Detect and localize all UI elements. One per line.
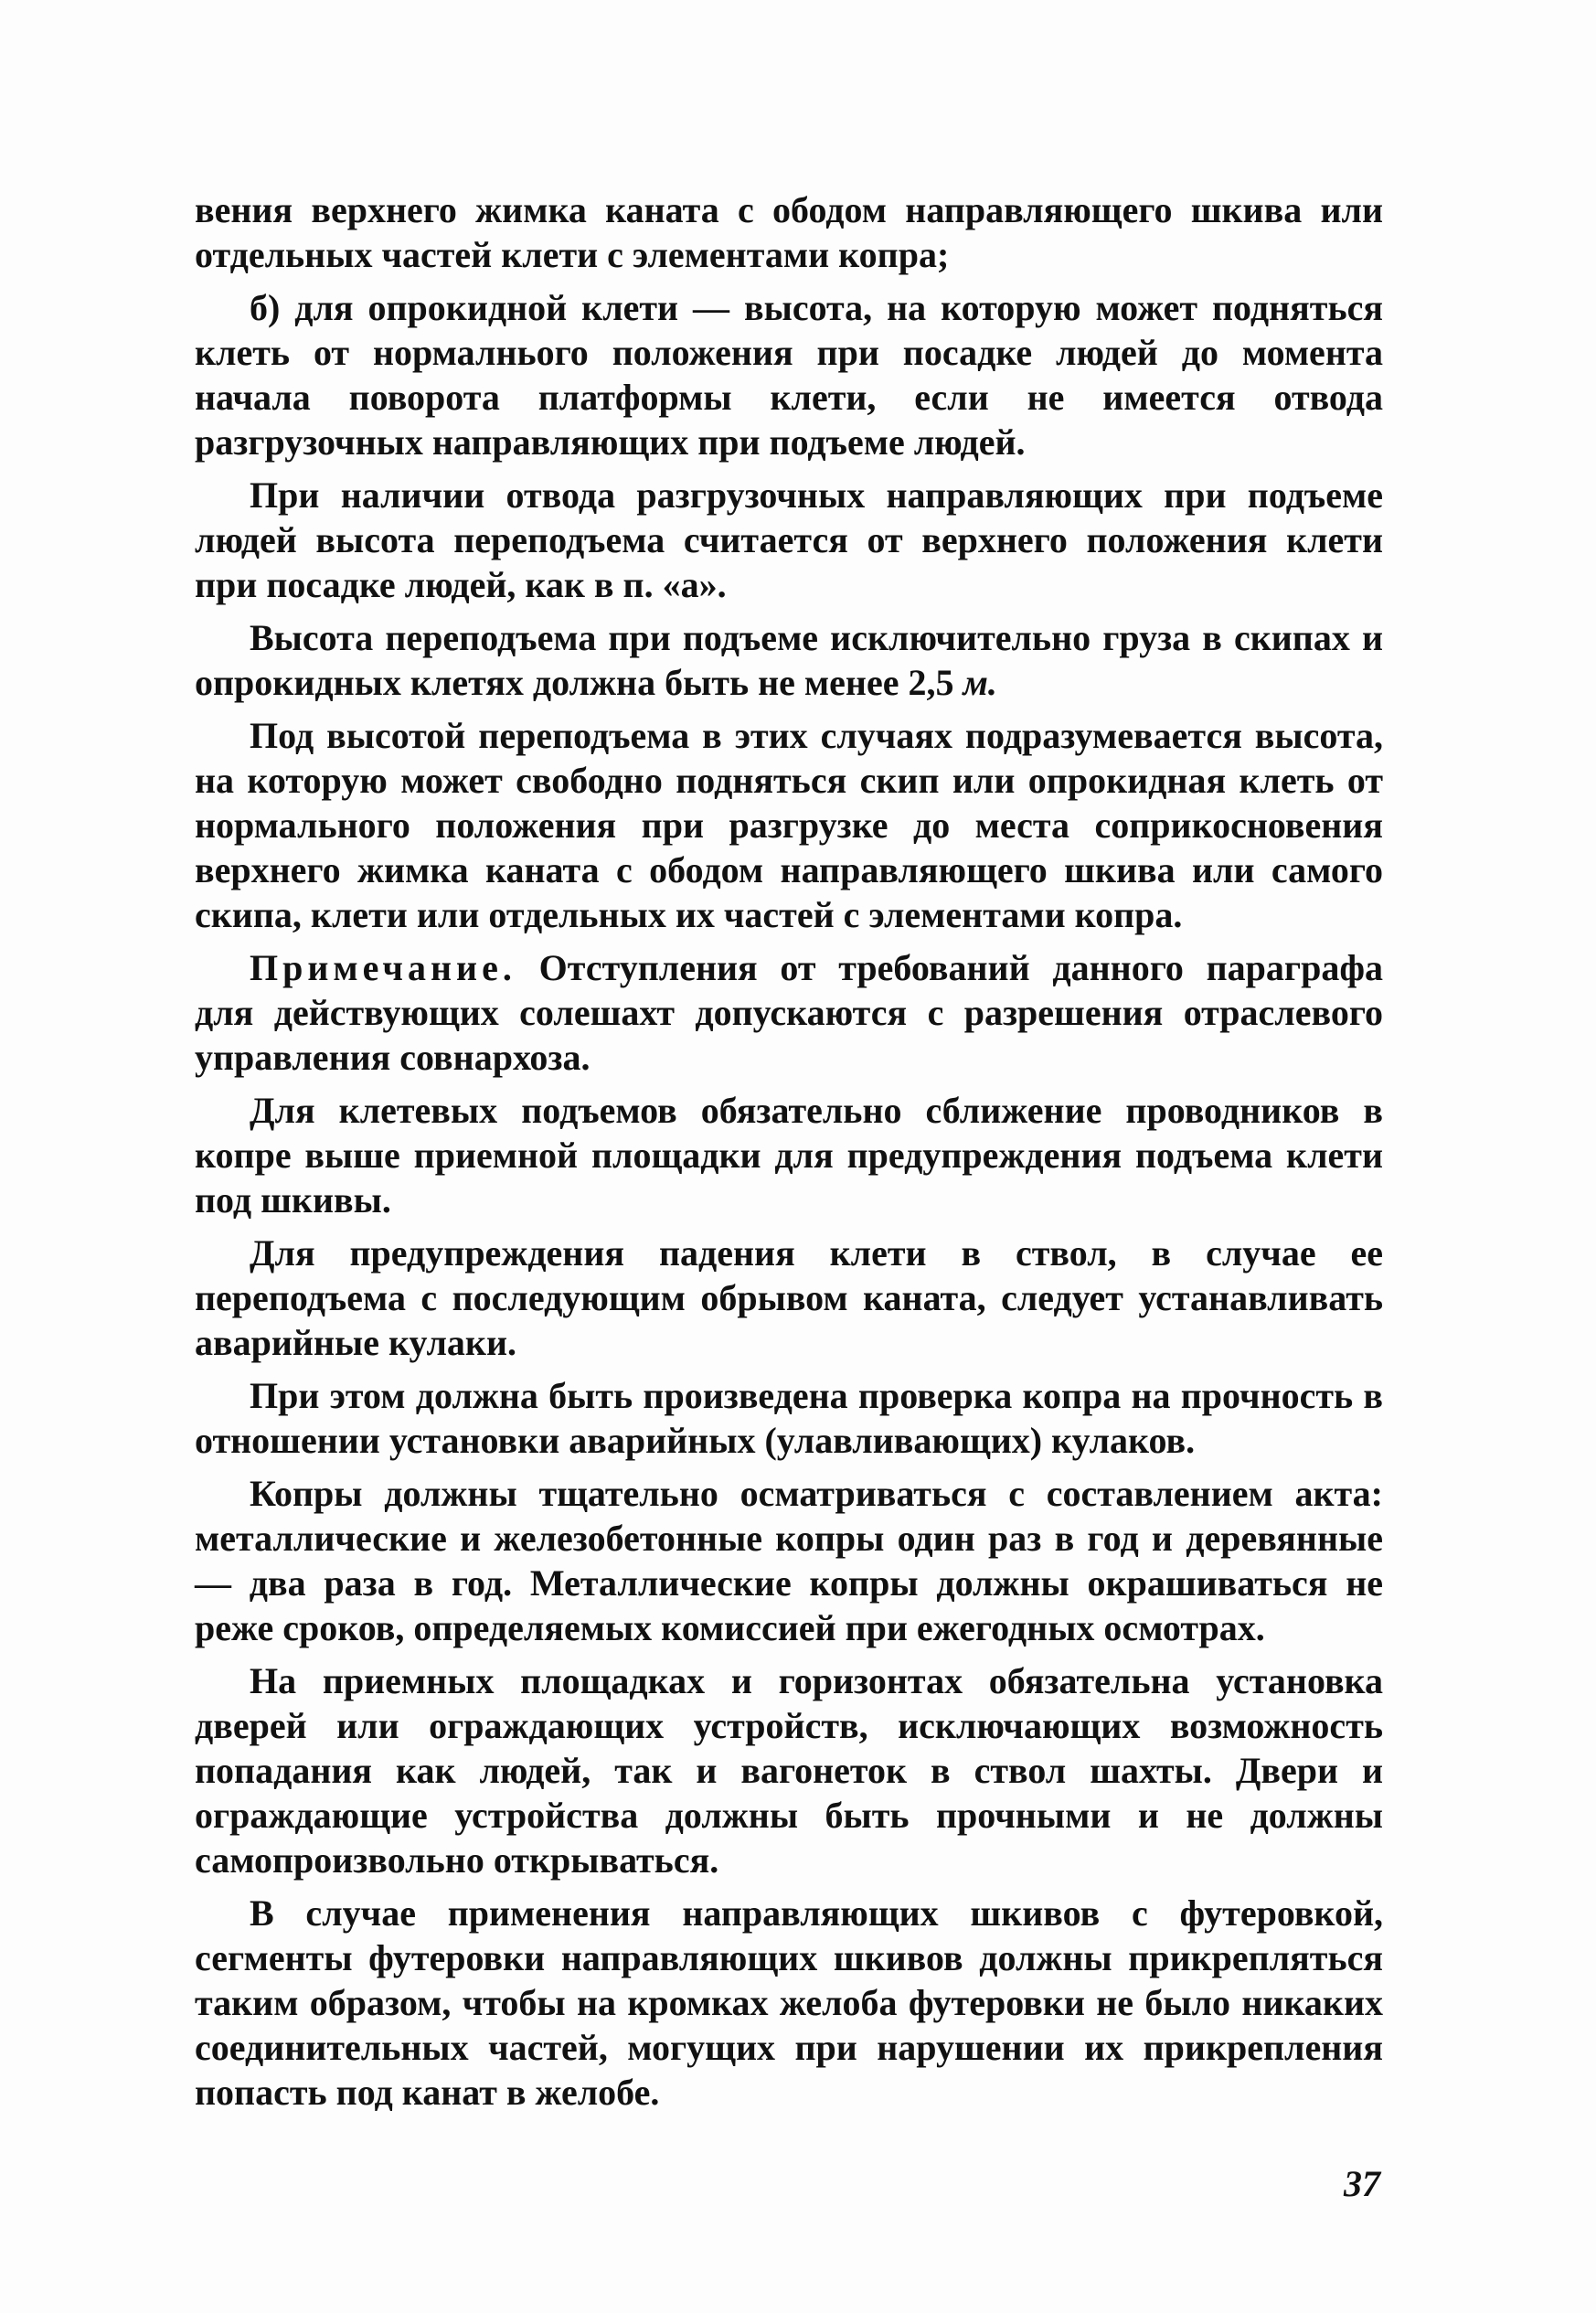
paragraph: Копры должны тщательно осматриваться с составлением акта: металлические и железобетонные копры один раз в год и деревянные — два раза в год. Металлические копры должны окрашиваться не реже сроков, определяемых комиссией при ежегодных осмотрах. [195,1473,1383,1648]
paragraph: На приемных площадках и горизонтах обязательна установка дверей или ограждающих устройств, исключающих возможность попадания как людей, так и вагонеток в ствол шахты. Двери и ограждающие устройства должны быть прочными и не должны самопроизвольно открываться. [195,1660,1383,1881]
page-number: 37 [1344,2163,1380,2204]
paragraph: Для предупреждения падения клети в ствол, в случае ее переподъема с последующим обрывом каната, следует устанавливать аварийные кулаки. [195,1232,1383,1363]
paragraph: При наличии отвода разгрузочных направляющих при подъеме людей высота переподъема считается от верхнего положения клети при посадке людей, как в п. «а». [195,474,1383,605]
body-text [195,187,1383,2123]
paragraph: В случае применения направляющих шкивов с футеровкой, сегменты футеровки направляющих шкивов должны прикрепляться таким образом, чтобы на кромках желоба футеровки не было никаких соединительных частей, могущих при нарушении их прикрепления попасть под канат в желобе. [195,1892,1383,2113]
paragraph: Под высотой переподъема в этих случаях подразумевается высота, на которую может свободно подняться скип или опрокидная клеть от нормального положения при разгрузке до места соприкосновения верхнего жимка каната с ободом направляющего шкива или самого скипа, клети или отдельных их частей с элементами копра. [195,715,1383,935]
paragraph: Высота переподъема при подъеме исключительно груза в скипах и опрокидных клетях должна быть не менее 2,5 м. [195,617,1383,703]
paragraph: При этом должна быть произведена проверка копра на прочность в отношении установки аварийных (улавливающих) кулаков. [195,1375,1383,1461]
paragraph: Для клетевых подъемов обязательно сближение проводников в копре выше приемной площадки для предупреждения подъема клети под шкивы. [195,1090,1383,1220]
paragraph-b: б) для опрокидной клети — высота, на которую может подняться клеть от нормалнього положения при посадке людей до момента начала поворота платформы клети, если не имеется отвода разгрузочных направляющих при подъеме людей. [195,287,1383,463]
unit-label: м. [963,662,997,703]
note-paragraph: Примечание. Отступления от требований данного параграфа для действующих солешахт допускаются с разрешения отраслевого управления совнархоза. [195,947,1384,1078]
paragraph-continued: вения верхнего жимка каната с ободом направляющего шкива или отдельных частей клети с элементами копра; [195,189,1383,275]
note-label: Примечание. [250,947,516,988]
